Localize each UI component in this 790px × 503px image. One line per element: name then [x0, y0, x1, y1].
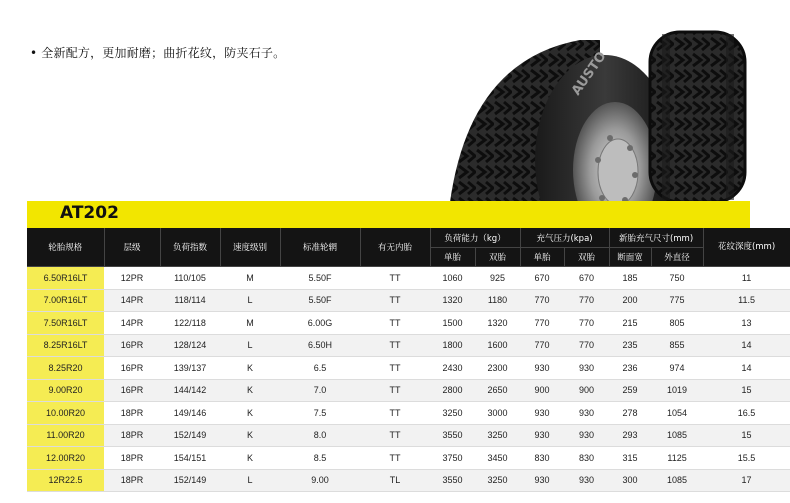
cell-tube: TT [360, 312, 430, 335]
table-row [27, 289, 790, 312]
cell-outer-diameter: 974 [651, 357, 703, 380]
cell-size: 11.00R20 [27, 424, 104, 447]
cell-load-index: 152/149 [160, 469, 220, 492]
header-tread-depth: 花纹深度(mm) [703, 228, 790, 267]
cell-section-width: 300 [609, 469, 651, 492]
cell-pressure-single: 930 [520, 402, 564, 425]
cell-load-dual: 1180 [475, 289, 520, 312]
cell-outer-diameter: 1019 [651, 379, 703, 402]
header-load-index: 负荷指数 [160, 228, 220, 267]
cell-load-index: 122/118 [160, 312, 220, 335]
cell-outer-diameter: 1125 [651, 447, 703, 470]
cell-depth: 11 [703, 267, 790, 290]
cell-pressure-dual: 930 [564, 469, 609, 492]
cell-depth: 14 [703, 334, 790, 357]
cell-section-width: 293 [609, 424, 651, 447]
cell-load-dual: 3250 [475, 424, 520, 447]
cell-section-width: 236 [609, 357, 651, 380]
header-size: 轮胎规格 [27, 228, 104, 267]
cell-rim: 7.0 [280, 379, 360, 402]
cell-load-single: 1060 [430, 267, 475, 290]
cell-depth: 17 [703, 469, 790, 492]
cell-load-single: 3550 [430, 469, 475, 492]
table-row [27, 424, 790, 447]
cell-section-width: 315 [609, 447, 651, 470]
cell-outer-diameter: 805 [651, 312, 703, 335]
cell-speed: L [220, 334, 280, 357]
cell-size: 7.00R16LT [27, 289, 104, 312]
cell-load-single: 1500 [430, 312, 475, 335]
cell-load-index: 118/114 [160, 289, 220, 312]
table-row [27, 267, 790, 290]
cell-tube: TT [360, 402, 430, 425]
cell-ply: 14PR [104, 312, 160, 335]
cell-pressure-dual: 830 [564, 447, 609, 470]
header-load-single: 单胎 [430, 248, 475, 267]
cell-outer-diameter: 1054 [651, 402, 703, 425]
cell-section-width: 235 [609, 334, 651, 357]
cell-ply: 18PR [104, 402, 160, 425]
cell-speed: K [220, 424, 280, 447]
cell-tube: TT [360, 447, 430, 470]
cell-pressure-dual: 770 [564, 289, 609, 312]
cell-depth: 13 [703, 312, 790, 335]
cell-pressure-dual: 900 [564, 379, 609, 402]
cell-pressure-single: 930 [520, 424, 564, 447]
table-row [27, 447, 790, 470]
header-ply: 层级 [104, 228, 160, 267]
cell-tube: TT [360, 357, 430, 380]
cell-rim: 8.5 [280, 447, 360, 470]
cell-size: 8.25R16LT [27, 334, 104, 357]
cell-speed: K [220, 379, 280, 402]
cell-outer-diameter: 1085 [651, 469, 703, 492]
cell-depth: 15 [703, 424, 790, 447]
cell-size: 12.00R20 [27, 447, 104, 470]
cell-pressure-dual: 670 [564, 267, 609, 290]
cell-speed: K [220, 357, 280, 380]
cell-load-single: 1320 [430, 289, 475, 312]
cell-load-dual: 925 [475, 267, 520, 290]
cell-load-index: 152/149 [160, 424, 220, 447]
model-name: AT202 [60, 203, 119, 223]
cell-pressure-single: 830 [520, 447, 564, 470]
header-tube: 有无内胎 [360, 228, 430, 267]
cell-load-index: 144/142 [160, 379, 220, 402]
cell-rim: 6.00G [280, 312, 360, 335]
cell-load-single: 2430 [430, 357, 475, 380]
cell-ply: 18PR [104, 469, 160, 492]
cell-load-index: 154/151 [160, 447, 220, 470]
cell-outer-diameter: 750 [651, 267, 703, 290]
cell-load-single: 2800 [430, 379, 475, 402]
cell-pressure-single: 900 [520, 379, 564, 402]
cell-pressure-single: 670 [520, 267, 564, 290]
cell-pressure-dual: 930 [564, 357, 609, 380]
header-pressure-dual: 双胎 [564, 248, 609, 267]
cell-size: 12R22.5 [27, 469, 104, 492]
cell-load-dual: 3450 [475, 447, 520, 470]
cell-pressure-dual: 930 [564, 424, 609, 447]
header-outer-diameter: 外直径 [651, 248, 703, 267]
cell-pressure-single: 770 [520, 312, 564, 335]
header-load-capacity: 负荷能力（kg） [430, 228, 520, 248]
cell-speed: K [220, 447, 280, 470]
table-row [27, 334, 790, 357]
spec-table [27, 228, 790, 492]
cell-pressure-single: 770 [520, 289, 564, 312]
cell-ply: 18PR [104, 424, 160, 447]
cell-depth: 15.5 [703, 447, 790, 470]
tire-product-image [440, 20, 760, 202]
cell-outer-diameter: 1085 [651, 424, 703, 447]
cell-load-single: 3550 [430, 424, 475, 447]
cell-ply: 18PR [104, 447, 160, 470]
table-row [27, 402, 790, 425]
cell-size: 9.00R20 [27, 379, 104, 402]
header-inflated-size: 新胎充气尺寸(mm) [609, 228, 703, 248]
cell-speed: L [220, 289, 280, 312]
cell-pressure-dual: 770 [564, 334, 609, 357]
cell-section-width: 215 [609, 312, 651, 335]
cell-load-dual: 2300 [475, 357, 520, 380]
cell-rim: 9.00 [280, 469, 360, 492]
cell-pressure-dual: 930 [564, 402, 609, 425]
cell-ply: 16PR [104, 334, 160, 357]
header-section-width: 断面宽 [609, 248, 651, 267]
cell-section-width: 200 [609, 289, 651, 312]
cell-load-dual: 1600 [475, 334, 520, 357]
cell-load-single: 1800 [430, 334, 475, 357]
cell-ply: 14PR [104, 289, 160, 312]
cell-load-single: 3750 [430, 447, 475, 470]
header-load-dual: 双胎 [475, 248, 520, 267]
cell-load-index: 110/105 [160, 267, 220, 290]
cell-pressure-single: 770 [520, 334, 564, 357]
cell-tube: TT [360, 424, 430, 447]
cell-size: 8.25R20 [27, 357, 104, 380]
cell-outer-diameter: 855 [651, 334, 703, 357]
header-pressure-single: 单胎 [520, 248, 564, 267]
cell-ply: 16PR [104, 357, 160, 380]
cell-section-width: 278 [609, 402, 651, 425]
feature-text: • 全新配方，更加耐磨；曲折花纹，防夹石子。 [30, 46, 286, 60]
cell-pressure-single: 930 [520, 469, 564, 492]
cell-load-dual: 2650 [475, 379, 520, 402]
table-row [27, 469, 790, 492]
cell-load-dual: 3250 [475, 469, 520, 492]
cell-load-index: 149/146 [160, 402, 220, 425]
cell-section-width: 259 [609, 379, 651, 402]
cell-outer-diameter: 775 [651, 289, 703, 312]
cell-speed: M [220, 267, 280, 290]
cell-rim: 5.50F [280, 267, 360, 290]
cell-depth: 14 [703, 357, 790, 380]
table-header-row [27, 228, 790, 248]
cell-pressure-dual: 770 [564, 312, 609, 335]
cell-load-index: 128/124 [160, 334, 220, 357]
cell-section-width: 185 [609, 267, 651, 290]
header-pressure: 充气压力(kpa) [520, 228, 609, 248]
table-row [27, 379, 790, 402]
cell-tube: TT [360, 267, 430, 290]
table-row [27, 357, 790, 380]
cell-size: 6.50R16LT [27, 267, 104, 290]
cell-speed: M [220, 312, 280, 335]
cell-load-dual: 1320 [475, 312, 520, 335]
cell-depth: 16.5 [703, 402, 790, 425]
cell-rim: 6.5 [280, 357, 360, 380]
cell-rim: 5.50F [280, 289, 360, 312]
cell-rim: 6.50H [280, 334, 360, 357]
cell-tube: TT [360, 334, 430, 357]
cell-load-index: 139/137 [160, 357, 220, 380]
cell-tube: TT [360, 289, 430, 312]
cell-load-dual: 3000 [475, 402, 520, 425]
cell-rim: 7.5 [280, 402, 360, 425]
table-row [27, 312, 790, 335]
cell-ply: 12PR [104, 267, 160, 290]
model-header-bar [27, 201, 750, 228]
cell-speed: K [220, 402, 280, 425]
header-speed: 速度级别 [220, 228, 280, 267]
cell-rim: 8.0 [280, 424, 360, 447]
cell-depth: 11.5 [703, 289, 790, 312]
cell-tube: TT [360, 379, 430, 402]
header-rim: 标准轮辋 [280, 228, 360, 267]
cell-depth: 15 [703, 379, 790, 402]
cell-load-single: 3250 [430, 402, 475, 425]
cell-ply: 16PR [104, 379, 160, 402]
cell-pressure-single: 930 [520, 357, 564, 380]
cell-size: 10.00R20 [27, 402, 104, 425]
cell-speed: L [220, 469, 280, 492]
cell-tube: TL [360, 469, 430, 492]
tire-brand-text: AUSTO [568, 49, 610, 99]
cell-size: 7.50R16LT [27, 312, 104, 335]
